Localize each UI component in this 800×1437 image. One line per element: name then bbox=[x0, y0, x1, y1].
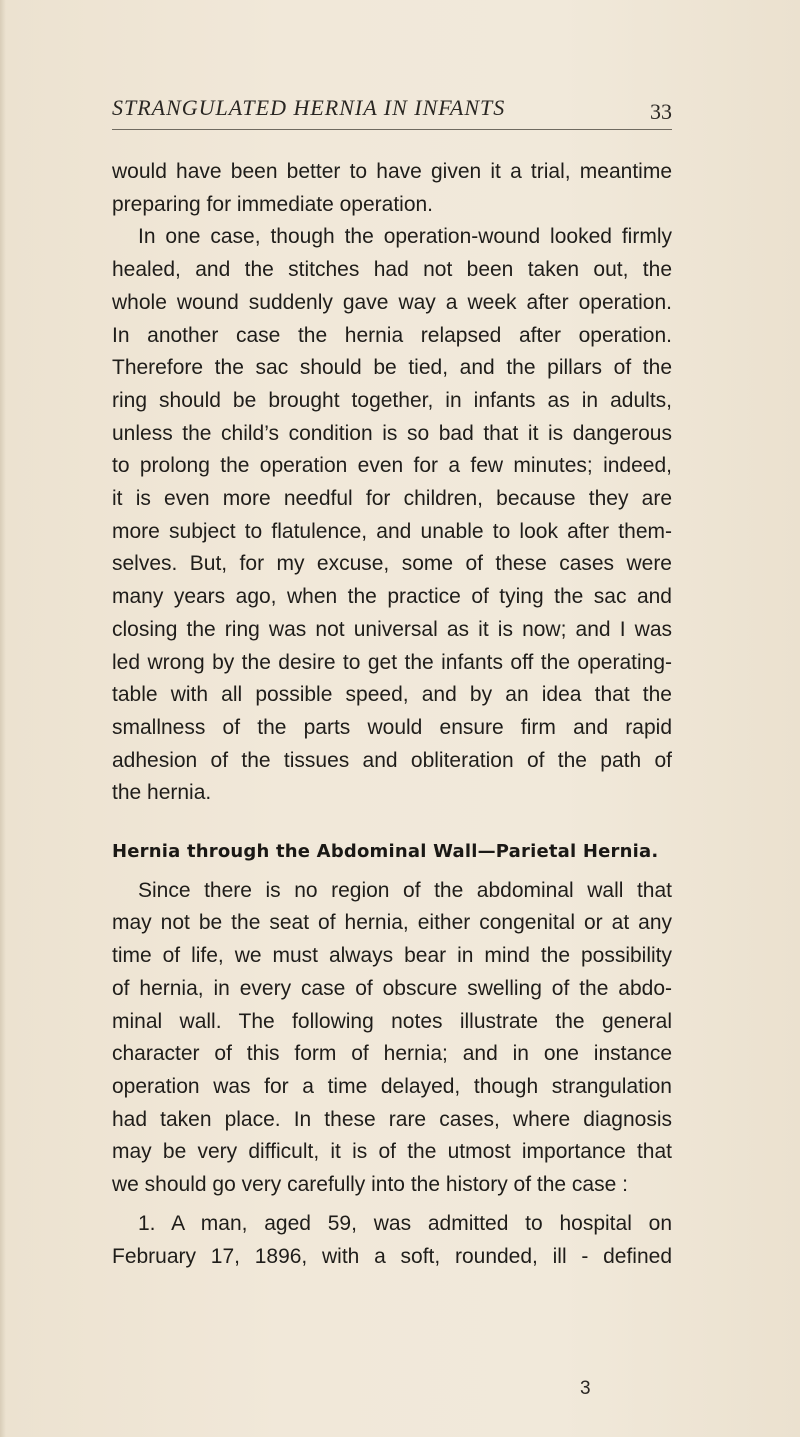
text-line: character of this form of hernia; and in one instance bbox=[112, 1042, 672, 1066]
text-line: operation was for a time delayed, though strangulation bbox=[112, 1074, 672, 1098]
paragraph-2 bbox=[112, 221, 672, 810]
text-line: would have been better to have given it a trial, meantime bbox=[112, 160, 672, 183]
running-head: STRANGULATED HERNIA IN INFANTS bbox=[112, 95, 506, 120]
text-line: In another case the hernia relapsed after operation. bbox=[112, 323, 672, 347]
body-text bbox=[112, 156, 672, 1273]
text-line: preparing for immediate operation. bbox=[112, 192, 434, 216]
text-line: In one case, though the operation-wound looked firmly bbox=[138, 225, 672, 249]
text-line: Therefore the sac should be tied, and the pillars of the bbox=[112, 356, 672, 380]
text-line: many years ago, when the practice of tying the sac and bbox=[112, 585, 672, 609]
text-line: to prolong the operation even for a few minutes; indeed, bbox=[112, 454, 672, 478]
text-line: table with all possible speed, and by an idea that the bbox=[112, 683, 672, 707]
text-line: more subject to flatulence, and unable to look after them- bbox=[112, 519, 672, 543]
text-line: led wrong by the desire to get the infants off the operating- bbox=[112, 650, 672, 674]
text-line: whole wound suddenly gave way a week after operation. bbox=[112, 290, 672, 314]
text-line: smallness of the parts would ensure firm and rapid bbox=[112, 715, 672, 739]
section-heading: Hernia through the Abdominal Wall—Parietal Hernia. bbox=[112, 841, 659, 863]
text-line: it is even more needful for children, because they are bbox=[112, 487, 672, 511]
text-line: of hernia, in every case of obscure swelling of the abdo- bbox=[112, 976, 672, 1000]
text-line: unless the child’s condition is so bad that it is dangerous bbox=[112, 421, 672, 445]
text-line: Since there is no region of the abdominal wall that bbox=[138, 878, 672, 902]
text-line: adhesion of the tissues and obliteration of the path of bbox=[112, 748, 672, 772]
text-line: may be very difficult, it is of the utmost importance that bbox=[112, 1140, 672, 1164]
text-line: closing the ring was not universal as it is now; and I was bbox=[112, 617, 672, 641]
text-line: healed, and the stitches had not been taken out, the bbox=[112, 258, 672, 282]
signature-mark: 3 bbox=[580, 1378, 591, 1399]
page-number: 33 bbox=[650, 99, 672, 124]
text-line: minal wall. The following notes illustrate the general bbox=[112, 1009, 672, 1033]
text-line: we should go very carefully into the history of the case : bbox=[112, 1173, 628, 1197]
text-line: ring should be brought together, in infants as in adults, bbox=[112, 388, 672, 412]
paragraph-3 bbox=[112, 875, 672, 1202]
text-line: time of life, we must always bear in mind the possibility bbox=[112, 944, 672, 968]
paragraph-4 bbox=[112, 1208, 672, 1273]
page-crease bbox=[0, 0, 6, 1437]
paragraph-1 bbox=[112, 156, 672, 221]
text-line: February 17, 1896, with a soft, rounded, ill - defined bbox=[112, 1244, 672, 1268]
header-rule bbox=[112, 129, 672, 130]
text-line: had taken place. In these rare cases, where diagnosis bbox=[112, 1107, 672, 1131]
text-line: 1. A man, aged 59, was admitted to hospital on bbox=[138, 1211, 672, 1235]
text-line: selves. But, for my excuse, some of these cases were bbox=[112, 552, 672, 576]
text-line: may not be the seat of hernia, either congenital or at any bbox=[112, 911, 672, 935]
text-line: the hernia. bbox=[112, 781, 212, 805]
